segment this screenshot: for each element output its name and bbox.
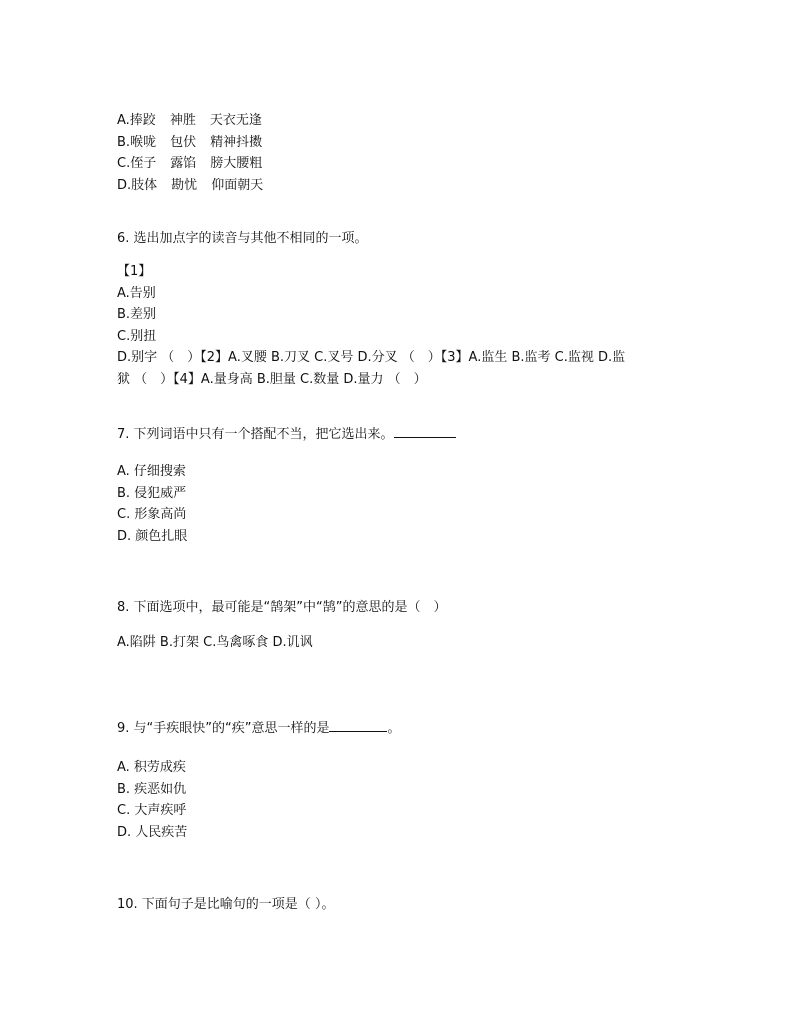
option-label: C. xyxy=(117,156,131,171)
option-word: 侄子 xyxy=(130,156,157,171)
option-label: D. xyxy=(117,177,132,193)
q9-option-c: C. 大声疾呼 xyxy=(117,803,187,818)
option-word: 肢体 xyxy=(131,177,158,193)
q6-options xyxy=(117,261,625,390)
q7-stem-row xyxy=(117,423,456,445)
option-word: 仰面朝天 xyxy=(211,177,264,193)
q5-option-a xyxy=(117,110,263,132)
option-word: 捧跤 xyxy=(129,113,156,128)
option-word: 包伏 xyxy=(170,134,197,150)
option-word: 精神抖擞 xyxy=(210,134,263,150)
q6-line-d1: D.别字 （ ）【2】A.叉腰 B.刀叉 C.叉号 D.分叉 （ ）【3】A.监生 B.监考 C.监视 D.监 xyxy=(117,350,626,365)
q9-stem-row xyxy=(117,717,401,739)
q9-option-a: A. 积劳成疾 xyxy=(117,760,186,775)
q6-stem: 6. 选出加点字的读音与其他不相同的一项。 xyxy=(117,231,368,246)
option-label: B. xyxy=(117,134,131,150)
q8-options: A.陷阱 B.打架 C.鸟禽啄食 D.讥讽 xyxy=(117,635,313,650)
q9-options xyxy=(117,757,187,843)
q10-stem: 10. 下面句子是比喻句的一项是（ ）。 xyxy=(117,897,335,912)
q8-stem: 8. 下面选项中，最可能是“鹄架”中“鹄”的意思的是（ ） xyxy=(117,600,447,615)
q5-option-d xyxy=(117,175,263,197)
q7-option-c: C. 形象高尚 xyxy=(117,507,187,522)
q9-option-b: B. 疾恶如仇 xyxy=(117,781,187,797)
q7-answer-blank[interactable] xyxy=(394,423,456,438)
option-word: 喉咙 xyxy=(130,134,157,150)
q5-option-c xyxy=(117,153,263,175)
q9-stem: 9. 与“手疾眼快”的“疾”意思一样的是 xyxy=(117,721,330,736)
q9-answer-blank[interactable] xyxy=(329,717,387,732)
q6-option-a: A.告别 xyxy=(117,285,156,301)
option-word: 露馅 xyxy=(170,156,197,171)
option-label: A. xyxy=(117,113,130,128)
q6-sub1: 【1】 xyxy=(117,264,152,279)
q5-options xyxy=(117,110,263,196)
q6-option-b: B.差别 xyxy=(117,307,157,322)
q9-stem-end: 。 xyxy=(387,721,401,736)
option-word: 膀大腰粗 xyxy=(210,156,263,171)
option-word: 天衣无逢 xyxy=(209,113,262,128)
q7-option-b: B. 侵犯威严 xyxy=(117,485,187,501)
q7-options xyxy=(117,461,187,547)
q7-option-d: D. 颜色扎眼 xyxy=(117,528,188,544)
q7-stem: 7. 下列词语中只有一个搭配不当，把它选出来。 xyxy=(117,427,394,442)
q6-line-d2: 狱 （ ）【4】A.量身高 B.胆量 C.数量 D.量力 （ ） xyxy=(117,371,427,387)
q9-option-d: D. 人民疾苦 xyxy=(117,824,188,840)
option-word: 神胜 xyxy=(169,113,196,128)
option-word: 勘忧 xyxy=(171,177,198,193)
q7-option-a: A. 仔细搜索 xyxy=(117,464,186,479)
q5-option-b xyxy=(117,132,263,154)
q6-option-c: C.别扭 xyxy=(117,328,157,344)
